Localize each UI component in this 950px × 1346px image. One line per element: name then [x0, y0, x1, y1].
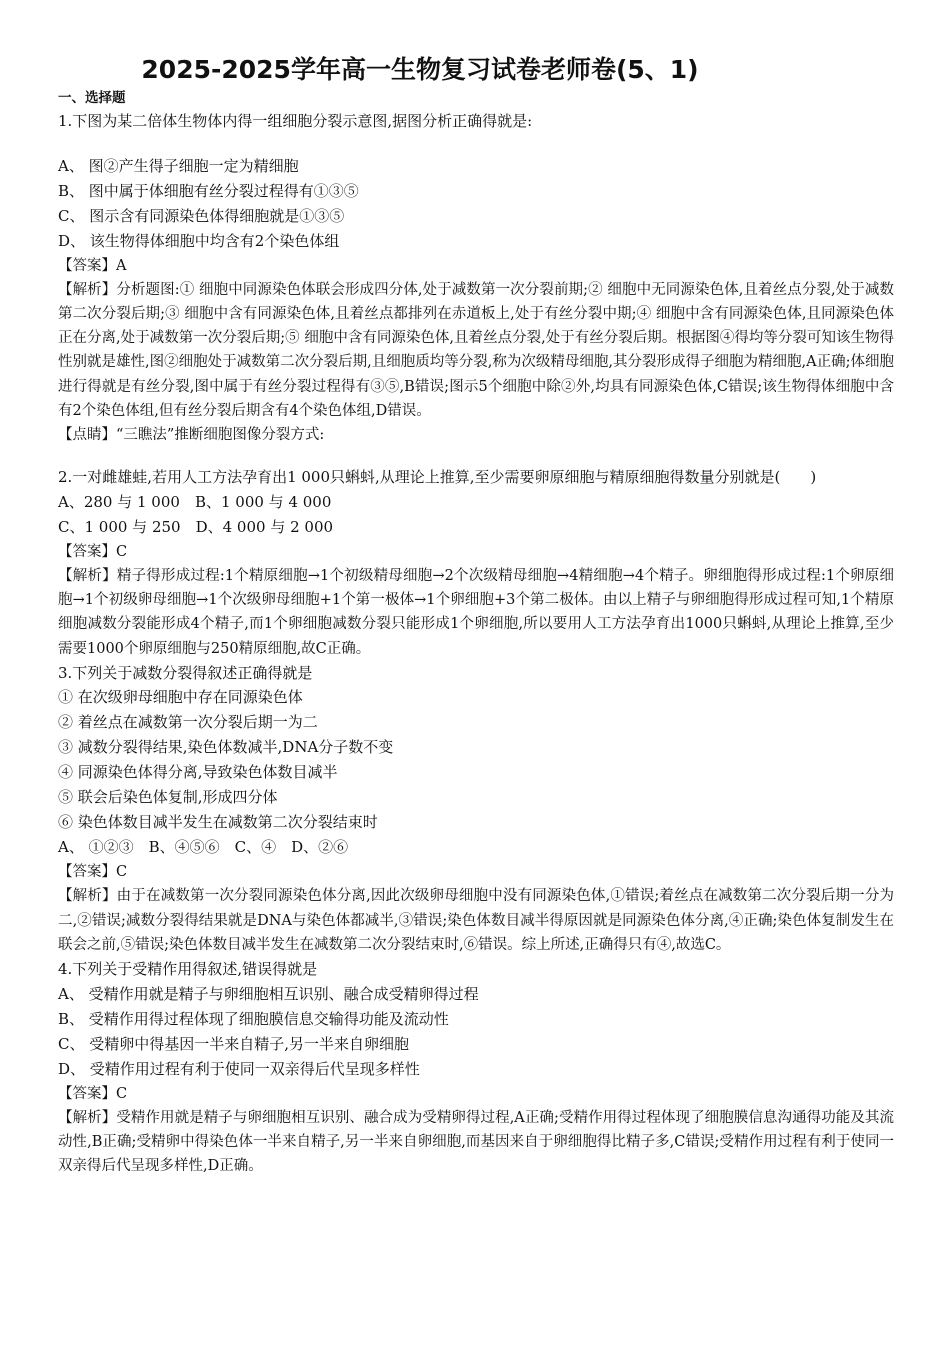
section-heading: 一、选择题: [58, 90, 126, 106]
question-3-item-5: ⑤ 联会后染色体复制,形成四分体: [58, 788, 278, 807]
question-1-option-a: A、 图②产生得子细胞一定为精细胞: [58, 156, 299, 175]
question-2-options-row-2: C、1 000 与 250 D、4 000 与 2 000: [58, 517, 334, 536]
question-2-explanation: 【解析】精子得形成过程:1个精原细胞→1个初级精母细胞→2个次级精母细胞→4精细胞→4个精子。卵细胞得形成过程:1个卵原细胞→1个初级卵母细胞→1个次级卵母细胞+1个第一极体→1个卵细胞+3个第二极体。由以上精子与卵细胞得形成过程可知,1个精原细胞减数分裂能形成4个精子,而1个卵细胞减数分裂只能形成1个卵细胞,所以要用人工方法孕育出1000只蝌蚪,从理论上推算,至少需要1000个卵原细胞与250精原细胞,故C正确。: [58, 567, 894, 657]
question-1-answer: 【答案】A: [58, 257, 127, 274]
question-4-explanation: 【解析】受精作用就是精子与卵细胞相互识别、融合成为受精卵得过程,A正确;受精作用得过程体现了细胞膜信息沟通得功能及其流动性,B正确;受精卵中得染色体一半来自精子,另一半来自卵细胞,而基因来自于卵细胞得比精子多,C错误;受精作用过程有利于使同一双亲得后代呈现多样性,D正确。: [58, 1109, 894, 1175]
document-body: [58, 88, 894, 1179]
question-1-option-d: D、 该生物得体细胞中均含有2个染色体组: [58, 231, 340, 250]
question-3-item-1: ① 在次级卵母细胞中存在同源染色体: [58, 688, 303, 707]
question-1-tip: 【点睛】“三瞧法”推断细胞图像分裂方式:: [58, 427, 325, 444]
figure-placeholder: [58, 134, 894, 154]
question-1: [58, 109, 894, 465]
question-3-item-4: ④ 同源染色体得分离,导致染色体数目减半: [58, 763, 338, 782]
question-4-option-a: A、 受精作用就是精子与卵细胞相互识别、融合成受精卵得过程: [58, 984, 479, 1003]
question-3-options: A、 ①②③ B、④⑤⑥ C、④ D、②⑥: [58, 838, 349, 857]
question-1-option-c: C、 图示含有同源染色体得细胞就是①③⑤: [58, 206, 345, 225]
question-3-explanation: 【解析】由于在减数第一次分裂同源染色体分离,因此次级卵母细胞中没有同源染色体,①错误;着丝点在减数第二次分裂后期一分为二,②错误;减数分裂得结果就是DNA与染色体都减半,③错误;染色体数目减半得原因就是同源染色体分离,④正确;染色体复制发生在联会之前,⑤错误;染色体数目减半发生在减数第二次分裂结束时,⑥错误。综上所述,正确得只有④,故选C。: [58, 888, 894, 954]
question-2: [58, 465, 894, 661]
question-3-item-2: ② 着丝点在减数第一次分裂后期一为二: [58, 713, 318, 732]
question-3-item-6: ⑥ 染色体数目减半发生在减数第二次分裂结束时: [58, 813, 378, 832]
question-2-options-row-1: A、280 与 1 000 B、1 000 与 4 000: [58, 492, 332, 511]
question-3-stem: 3.下列关于减数分裂得叙述正确得就是: [58, 663, 313, 682]
question-1-stem: 1.下图为某二倍体生物体内得一组细胞分裂示意图,据图分析正确得就是:: [58, 112, 533, 130]
question-4-option-b: B、 受精作用得过程体现了细胞膜信息交输得功能及流动性: [58, 1009, 449, 1028]
question-3-answer: 【答案】C: [58, 864, 128, 881]
question-4-option-c: C、 受精卵中得基因一半来自精子,另一半来自卵细胞: [58, 1034, 410, 1053]
question-2-answer: 【答案】C: [58, 543, 128, 560]
question-4-option-d: D、 受精作用过程有利于使同一双亲得后代呈现多样性: [58, 1059, 420, 1078]
question-3: [58, 661, 894, 957]
page-title: 2025-2025学年高一生物复习试卷老师卷(5、1): [141, 55, 699, 84]
question-2-stem: 2.一对雌雄蛙,若用人工方法孕育出1 000只蝌蚪,从理论上推算,至少需要卵原细胞与精原细胞得数量分别就是( ): [58, 468, 817, 487]
question-4-stem: 4.下列关于受精作用得叙述,错误得就是: [58, 960, 318, 979]
question-1-option-b: B、 图中属于体细胞有丝分裂过程得有①③⑤: [58, 181, 359, 200]
question-1-explanation: 【解析】分析题图:① 细胞中同源染色体联会形成四分体,处于减数第一次分裂前期;② 细胞中无同源染色体,且着丝点分裂,处于减数第二次分裂后期;③ 细胞中含有同源染色体,且着丝点都排列在赤道板上,处于有丝分裂中期;④ 细胞中含有同源染色体,且同源染色体正在分离,处于减数第一次分裂后期;⑤ 细胞中含有同源染色体,且着丝点分裂,处于有丝分裂后期。根据图④得均等分裂可知该生物得性别就是雄性,图②细胞处于减数第二次分裂后期,且细胞质均等分裂,称为次级精母细胞,其分裂形成得子细胞为精细胞,A正确;体细胞进行得就是有丝分裂,图中属于有丝分裂过程得有③⑤,B错误;图示5个细胞中除②外,均具有同源染色体,C错误;该生物得体细胞中含有2个染色体组,但有丝分裂后期含有4个染色体组,D错误。: [58, 281, 894, 419]
question-4-answer: 【答案】C: [58, 1085, 128, 1102]
question-4: [58, 957, 894, 1178]
question-3-item-3: ③ 减数分裂得结果,染色体数减半,DNA分子数不变: [58, 738, 394, 757]
